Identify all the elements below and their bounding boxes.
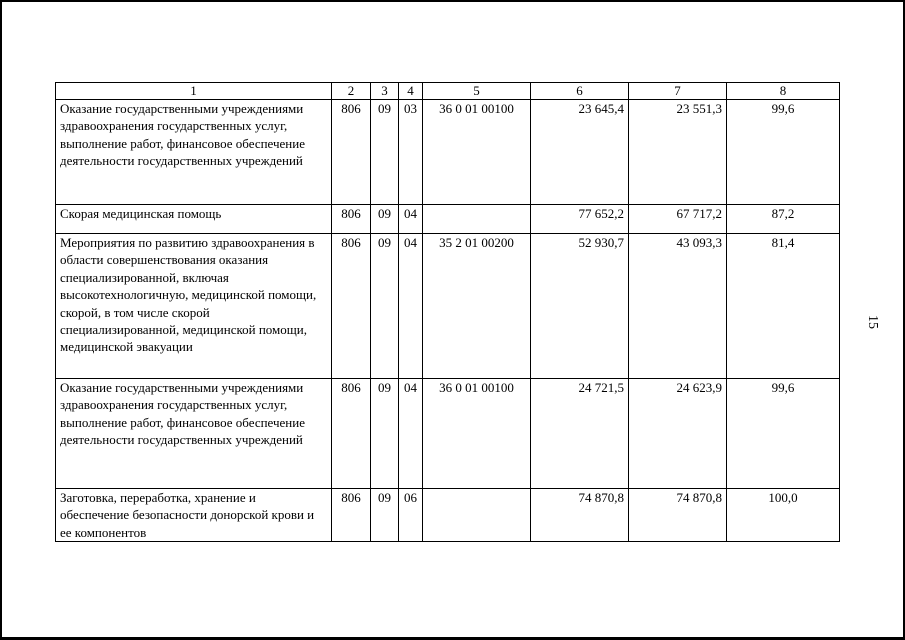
subsection-code-cell: 06 — [399, 489, 423, 542]
table-row — [56, 234, 840, 379]
row-name-cell: Скорая медицинская помощь — [56, 205, 332, 234]
section-code-cell: 09 — [371, 100, 399, 205]
section-code-cell: 09 — [371, 234, 399, 379]
page-number: 15 — [865, 315, 880, 329]
column-header: 8 — [727, 83, 840, 100]
target-article-cell — [423, 489, 531, 542]
department-code-cell: 806 — [332, 100, 371, 205]
planned-amount-cell: 24 721,5 — [531, 379, 629, 489]
target-article-cell — [423, 205, 531, 234]
section-code-cell: 09 — [371, 379, 399, 489]
row-name-cell: Оказание государственными учреждениями здравоохранения государственных услуг, выполнение работ, финансовое обеспечение деятельности государственных учреждений — [56, 100, 332, 205]
column-header: 3 — [371, 83, 399, 100]
section-code-cell: 09 — [371, 489, 399, 542]
target-article-cell: 35 2 01 00200 — [423, 234, 531, 379]
table-row — [56, 100, 840, 205]
planned-amount-cell: 52 930,7 — [531, 234, 629, 379]
row-name-cell: Оказание государственными учреждениями здравоохранения государственных услуг, выполнение работ, финансовое обеспечение деятельности государственных учреждений — [56, 379, 332, 489]
department-code-cell: 806 — [332, 205, 371, 234]
execution-percent-cell: 99,6 — [727, 100, 840, 205]
column-number-row — [56, 83, 840, 100]
actual-amount-cell: 43 093,3 — [629, 234, 727, 379]
execution-percent-cell: 81,4 — [727, 234, 840, 379]
row-name-cell: Мероприятия по развитию здравоохранения в области совершенствования оказания специализированной, включая высокотехнологичную, медицинской помощи, скорой, в том числе скорой специализированной, медицинской помощи, медицинской эвакуации — [56, 234, 332, 379]
page-frame-top — [0, 0, 905, 2]
target-article-cell: 36 0 01 00100 — [423, 100, 531, 205]
table-row — [56, 205, 840, 234]
column-header: 6 — [531, 83, 629, 100]
table-row — [56, 489, 840, 542]
column-header: 4 — [399, 83, 423, 100]
planned-amount-cell: 74 870,8 — [531, 489, 629, 542]
column-header: 5 — [423, 83, 531, 100]
column-header: 7 — [629, 83, 727, 100]
execution-percent-cell: 100,0 — [727, 489, 840, 542]
subsection-code-cell: 04 — [399, 234, 423, 379]
page-frame-left — [0, 0, 2, 640]
actual-amount-cell: 23 551,3 — [629, 100, 727, 205]
subsection-code-cell: 03 — [399, 100, 423, 205]
execution-percent-cell: 99,6 — [727, 379, 840, 489]
department-code-cell: 806 — [332, 489, 371, 542]
budget-execution-table — [55, 82, 840, 542]
section-code-cell: 09 — [371, 205, 399, 234]
target-article-cell: 36 0 01 00100 — [423, 379, 531, 489]
planned-amount-cell: 23 645,4 — [531, 100, 629, 205]
department-code-cell: 806 — [332, 234, 371, 379]
row-name-cell: Заготовка, переработка, хранение и обеспечение безопасности донорской крови и ее компонентов — [56, 489, 332, 542]
table-row — [56, 379, 840, 489]
actual-amount-cell: 24 623,9 — [629, 379, 727, 489]
actual-amount-cell: 74 870,8 — [629, 489, 727, 542]
column-header: 1 — [56, 83, 332, 100]
actual-amount-cell: 67 717,2 — [629, 205, 727, 234]
subsection-code-cell: 04 — [399, 205, 423, 234]
execution-percent-cell: 87,2 — [727, 205, 840, 234]
department-code-cell: 806 — [332, 379, 371, 489]
column-header: 2 — [332, 83, 371, 100]
subsection-code-cell: 04 — [399, 379, 423, 489]
planned-amount-cell: 77 652,2 — [531, 205, 629, 234]
